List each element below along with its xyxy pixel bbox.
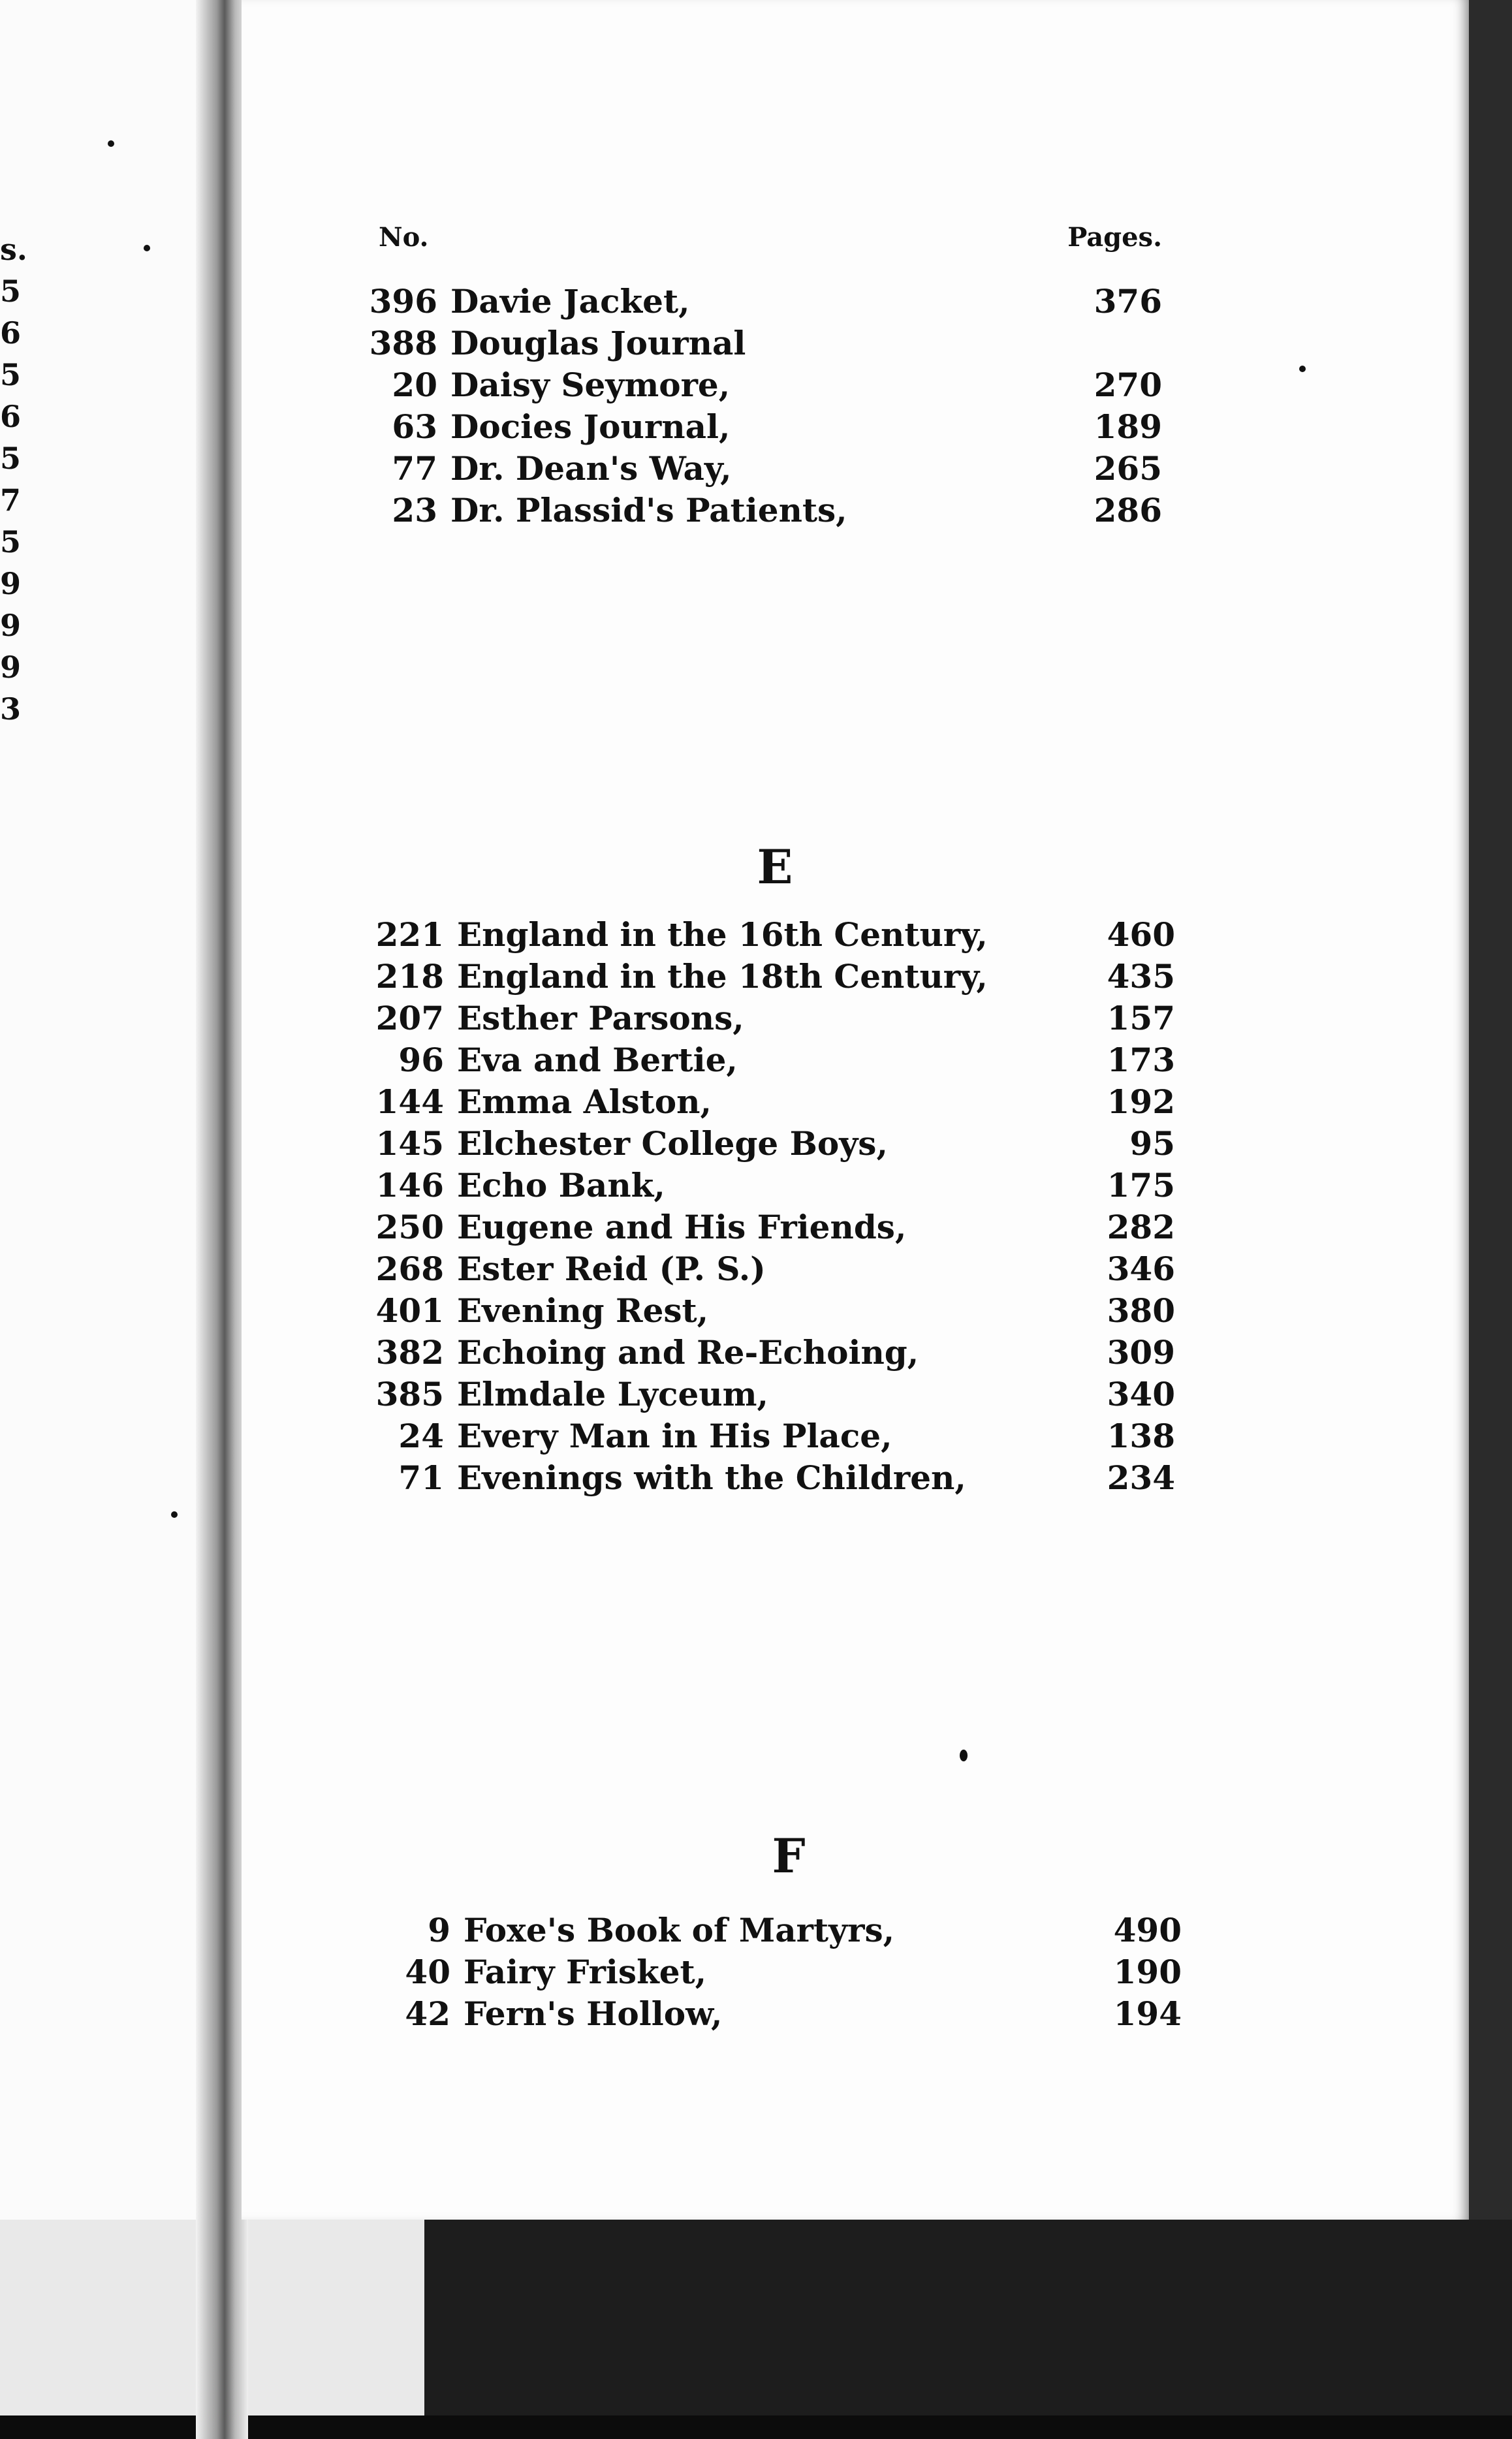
entry-title: Dr. Dean's Way, xyxy=(450,449,732,488)
left-page-number: 9 xyxy=(0,608,22,643)
entry-pages: 265 xyxy=(1094,449,1162,488)
entry-title: Foxe's Book of Martyrs, xyxy=(464,1911,895,1949)
entry-number: 396 xyxy=(369,282,437,321)
section-letter: E xyxy=(757,839,793,894)
entry-number: 145 xyxy=(375,1124,444,1163)
index-entry xyxy=(372,1039,1175,1081)
entry-title: Fairy Frisket, xyxy=(464,1953,707,1991)
entry-title: Elchester College Boys, xyxy=(457,1124,888,1163)
entry-pages: 376 xyxy=(1094,282,1162,321)
entry-number: 20 xyxy=(392,366,437,404)
index-entry xyxy=(366,281,1162,323)
entry-title: Elmdale Lyceum, xyxy=(457,1375,768,1413)
entry-pages: 190 xyxy=(1113,1953,1182,1991)
left-page-number: 7 xyxy=(0,482,22,518)
entry-pages: 460 xyxy=(1107,915,1175,954)
index-entry xyxy=(372,1081,1175,1123)
entry-number: 63 xyxy=(392,407,437,446)
entry-pages: 173 xyxy=(1107,1041,1175,1079)
entry-number: 9 xyxy=(428,1911,450,1949)
index-entry xyxy=(372,1206,1175,1248)
entry-pages: 435 xyxy=(1107,957,1175,996)
left-page-number: 9 xyxy=(0,650,22,685)
entry-number: 24 xyxy=(398,1417,444,1455)
entry-number: 40 xyxy=(405,1953,450,1991)
pages-column-label: Pages. xyxy=(1067,222,1162,253)
section-e-list xyxy=(372,914,1175,1499)
entry-number: 250 xyxy=(375,1208,444,1246)
index-entry xyxy=(379,1910,1182,1951)
entry-pages: 380 xyxy=(1107,1291,1175,1330)
entry-title: England in the 16th Century, xyxy=(457,915,988,954)
entry-pages: 490 xyxy=(1113,1911,1182,1949)
index-entry xyxy=(372,1374,1175,1415)
index-entry xyxy=(379,1993,1182,2035)
index-entry xyxy=(372,1332,1175,1374)
entry-title: Dr. Plassid's Patients, xyxy=(450,491,847,529)
left-page-numbers xyxy=(0,228,26,730)
left-page-number: 5 xyxy=(0,274,22,309)
index-entry xyxy=(379,1951,1182,1993)
entry-pages: 189 xyxy=(1094,407,1162,446)
entry-title: England in the 18th Century, xyxy=(457,957,988,996)
entry-number: 268 xyxy=(375,1250,444,1288)
entry-number: 146 xyxy=(375,1166,444,1204)
index-entry xyxy=(372,1415,1175,1457)
entry-number: 218 xyxy=(375,957,444,996)
entry-title: Daisy Seymore, xyxy=(450,366,731,404)
entry-title: Echo Bank, xyxy=(457,1166,665,1204)
index-entry xyxy=(372,914,1175,956)
entry-pages: 340 xyxy=(1107,1375,1175,1413)
left-page-header-fragment: s. xyxy=(0,232,27,267)
section-letter: F xyxy=(772,1828,806,1883)
entry-title: Eugene and His Friends, xyxy=(457,1208,907,1246)
entry-pages: 138 xyxy=(1107,1417,1175,1455)
entry-title: Docies Journal, xyxy=(450,407,731,446)
entry-title: Evenings with the Children, xyxy=(457,1458,966,1497)
entry-pages: 282 xyxy=(1107,1208,1175,1246)
entry-title: Every Man in His Place, xyxy=(457,1417,892,1455)
index-entry xyxy=(366,406,1162,448)
entry-number: 42 xyxy=(405,1994,450,2033)
ink-speck xyxy=(171,1511,178,1518)
index-entry xyxy=(366,323,1162,364)
entry-number: 221 xyxy=(375,915,444,954)
entry-pages: 346 xyxy=(1107,1250,1175,1288)
left-page-number: 9 xyxy=(0,566,22,601)
left-page-number: 5 xyxy=(0,357,22,392)
entry-title: Esther Parsons, xyxy=(457,999,744,1037)
entry-number: 382 xyxy=(375,1333,444,1372)
entry-pages: 309 xyxy=(1107,1333,1175,1372)
section-f-list xyxy=(379,1910,1182,2035)
index-entry xyxy=(372,1123,1175,1165)
entry-pages: 234 xyxy=(1107,1458,1175,1497)
entry-pages: 286 xyxy=(1094,491,1162,529)
entry-number: 207 xyxy=(375,999,444,1037)
entry-pages: 192 xyxy=(1107,1082,1175,1121)
index-entry xyxy=(366,364,1162,406)
entry-number: 96 xyxy=(398,1041,444,1079)
entry-title: Emma Alston, xyxy=(457,1082,712,1121)
ink-speck xyxy=(144,245,150,251)
entry-pages: 270 xyxy=(1094,366,1162,404)
section-d-list xyxy=(366,281,1162,531)
entry-pages: 157 xyxy=(1107,999,1175,1037)
entry-number: 385 xyxy=(375,1375,444,1413)
entry-number: 144 xyxy=(375,1082,444,1121)
ink-speck xyxy=(1299,366,1306,372)
entry-number: 388 xyxy=(369,324,437,362)
index-entry xyxy=(366,448,1162,490)
column-header xyxy=(379,222,1162,261)
left-page-number: 5 xyxy=(0,441,22,476)
index-entry xyxy=(372,1457,1175,1499)
entry-title: Davie Jacket, xyxy=(450,282,690,321)
entry-title: Evening Rest, xyxy=(457,1291,709,1330)
entry-number: 401 xyxy=(375,1291,444,1330)
entry-title: Eva and Bertie, xyxy=(457,1041,738,1079)
entry-title: Fern's Hollow, xyxy=(464,1994,723,2033)
entry-number: 23 xyxy=(392,491,437,529)
ink-speck xyxy=(960,1750,968,1761)
left-page-number: 6 xyxy=(0,315,22,351)
entry-pages: 194 xyxy=(1113,1994,1182,2033)
entry-title: Ester Reid (P. S.) xyxy=(457,1250,766,1288)
entry-number: 71 xyxy=(398,1458,444,1497)
page-edge-shadow xyxy=(1469,0,1512,2220)
entry-title: Douglas Journal xyxy=(450,324,746,362)
book-gutter xyxy=(196,0,248,2439)
index-entry xyxy=(372,998,1175,1039)
index-entry xyxy=(372,1290,1175,1332)
ink-speck xyxy=(108,140,114,147)
entry-number: 77 xyxy=(392,449,437,488)
index-entry xyxy=(372,956,1175,998)
number-column-label: No. xyxy=(379,222,429,253)
left-page-fragment xyxy=(0,0,215,2220)
left-page-number: 5 xyxy=(0,524,22,559)
index-entry xyxy=(366,490,1162,531)
left-page-number: 3 xyxy=(0,691,22,727)
entry-pages: 95 xyxy=(1129,1124,1175,1163)
index-entry xyxy=(372,1248,1175,1290)
entry-pages: 175 xyxy=(1107,1166,1175,1204)
entry-title: Echoing and Re-Echoing, xyxy=(457,1333,919,1372)
left-page-number: 6 xyxy=(0,399,22,434)
index-entry xyxy=(372,1165,1175,1206)
